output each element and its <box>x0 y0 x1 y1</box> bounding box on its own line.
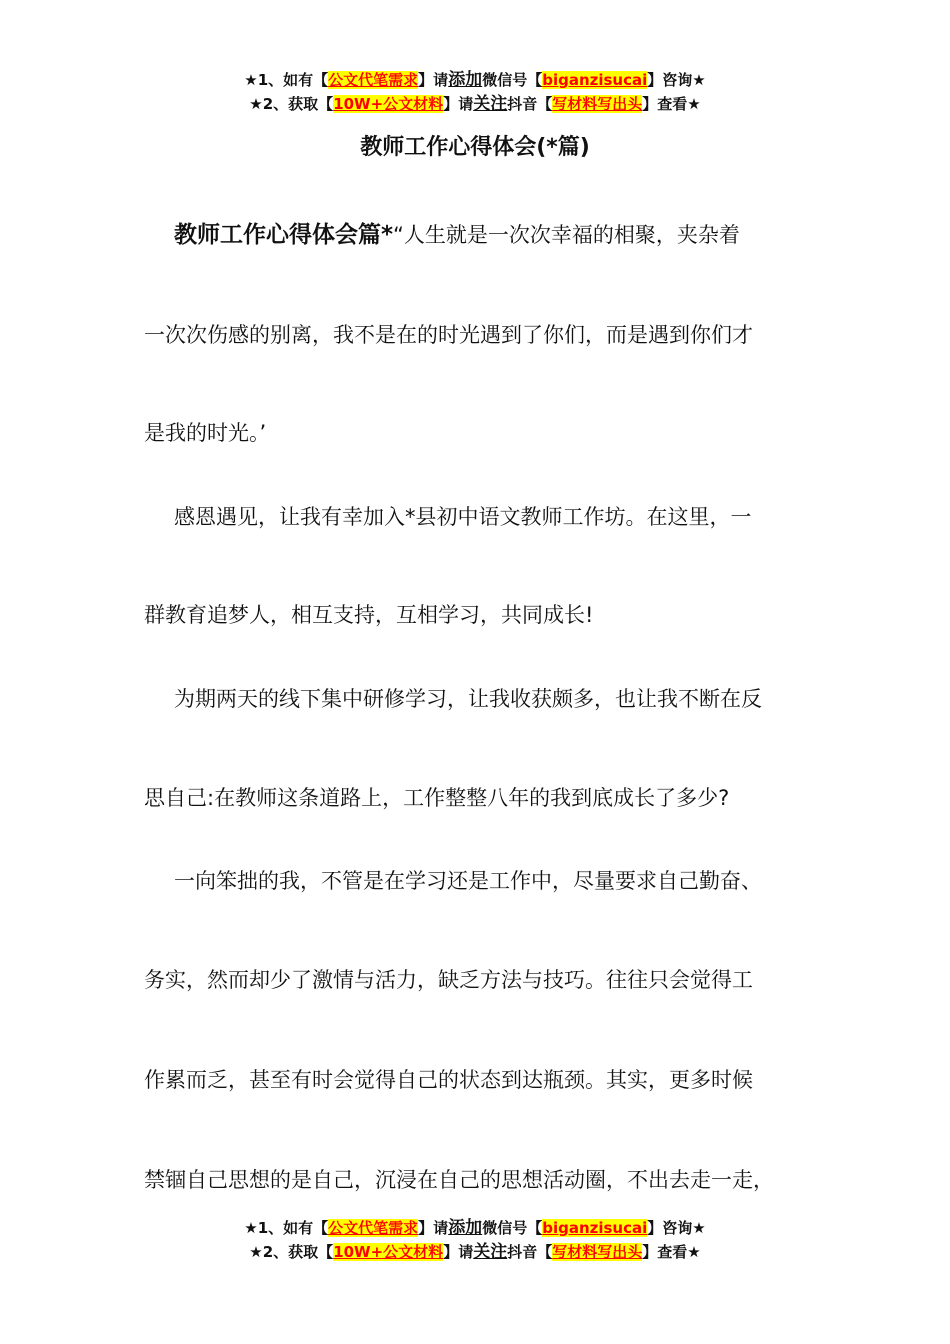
highlight-materials: 10W+公文材料 <box>333 95 444 113</box>
emphasis-follow: 关注 <box>473 94 508 114</box>
section-heading: 教师工作心得体会篇* <box>174 222 394 248</box>
banner-text: 】咨询★ <box>647 71 706 89</box>
paragraph-line: 群教育追梦人，相互支持，互相学习，共同成长! <box>144 603 594 627</box>
wechat-id: biganzisucai <box>542 1219 648 1237</box>
line-text: “人生就是一次次幸福的相聚，夹杂着 <box>393 223 740 247</box>
banner-text: 】查看★ <box>642 1243 701 1261</box>
banner-line-1 <box>0 1216 950 1240</box>
banner-line-2 <box>0 1240 950 1264</box>
banner-text: 】咨询★ <box>647 1219 706 1237</box>
banner-line-2 <box>0 92 950 116</box>
banner-text: ★1、如有【 <box>244 1219 329 1237</box>
emphasis-add: 添加 <box>448 70 483 90</box>
emphasis-add: 添加 <box>448 1218 483 1238</box>
banner-line-1 <box>0 68 950 92</box>
paragraph-line: 一向笨拙的我，不管是在学习还是工作中，尽量要求自己勤奋、 <box>174 869 762 893</box>
header-banner <box>0 68 950 116</box>
banner-text: ★2、获取【 <box>249 95 334 113</box>
footer-banner <box>0 1216 950 1264</box>
douyin-account: 写材料写出头 <box>552 95 643 113</box>
emphasis-follow: 关注 <box>473 1242 508 1262</box>
paragraph-line: 一次次伤感的别离，我不是在的时光遇到了你们，而是遇到你们才 <box>144 323 753 347</box>
highlight-materials: 10W+公文材料 <box>333 1243 444 1261</box>
highlight-service: 公文代笔需求 <box>328 1219 419 1237</box>
banner-text: 】请 <box>443 1243 474 1261</box>
banner-text: 】查看★ <box>642 95 701 113</box>
paragraph-line: 感恩遇见，让我有幸加入*县初中语文教师工作坊。在这里，一 <box>174 505 752 529</box>
paragraph-line: 禁锢自己思想的是自己，沉浸在自己的思想活动圈，不出去走一走， <box>144 1168 774 1192</box>
douyin-account: 写材料写出头 <box>552 1243 643 1261</box>
highlight-service: 公文代笔需求 <box>328 71 419 89</box>
paragraph-line: 务实，然而却少了激情与活力，缺乏方法与技巧。往往只会觉得工 <box>144 968 753 992</box>
document-title: 教师工作心得体会(*篇) <box>360 135 590 160</box>
banner-text: 】请 <box>443 95 474 113</box>
wechat-id: biganzisucai <box>542 71 648 89</box>
banner-text: ★1、如有【 <box>244 71 329 89</box>
banner-text: ★2、获取【 <box>249 1243 334 1261</box>
paragraph-line: 作累而乏，甚至有时会觉得自己的状态到达瓶颈。其实，更多时候 <box>144 1068 753 1092</box>
banner-text: 抖音【 <box>507 95 553 113</box>
banner-text: 】请 <box>418 1219 449 1237</box>
paragraph-line: 是我的时光。’ <box>144 421 267 445</box>
banner-text: 微信号【 <box>482 71 543 89</box>
paragraph-line: 思自己:在教师这条道路上，工作整整八年的我到底成长了多少? <box>144 786 730 810</box>
paragraph-line <box>174 220 740 250</box>
banner-text: 】请 <box>418 71 449 89</box>
banner-text: 抖音【 <box>507 1243 553 1261</box>
paragraph-line: 为期两天的线下集中研修学习，让我收获颇多，也让我不断在反 <box>174 687 762 711</box>
banner-text: 微信号【 <box>482 1219 543 1237</box>
